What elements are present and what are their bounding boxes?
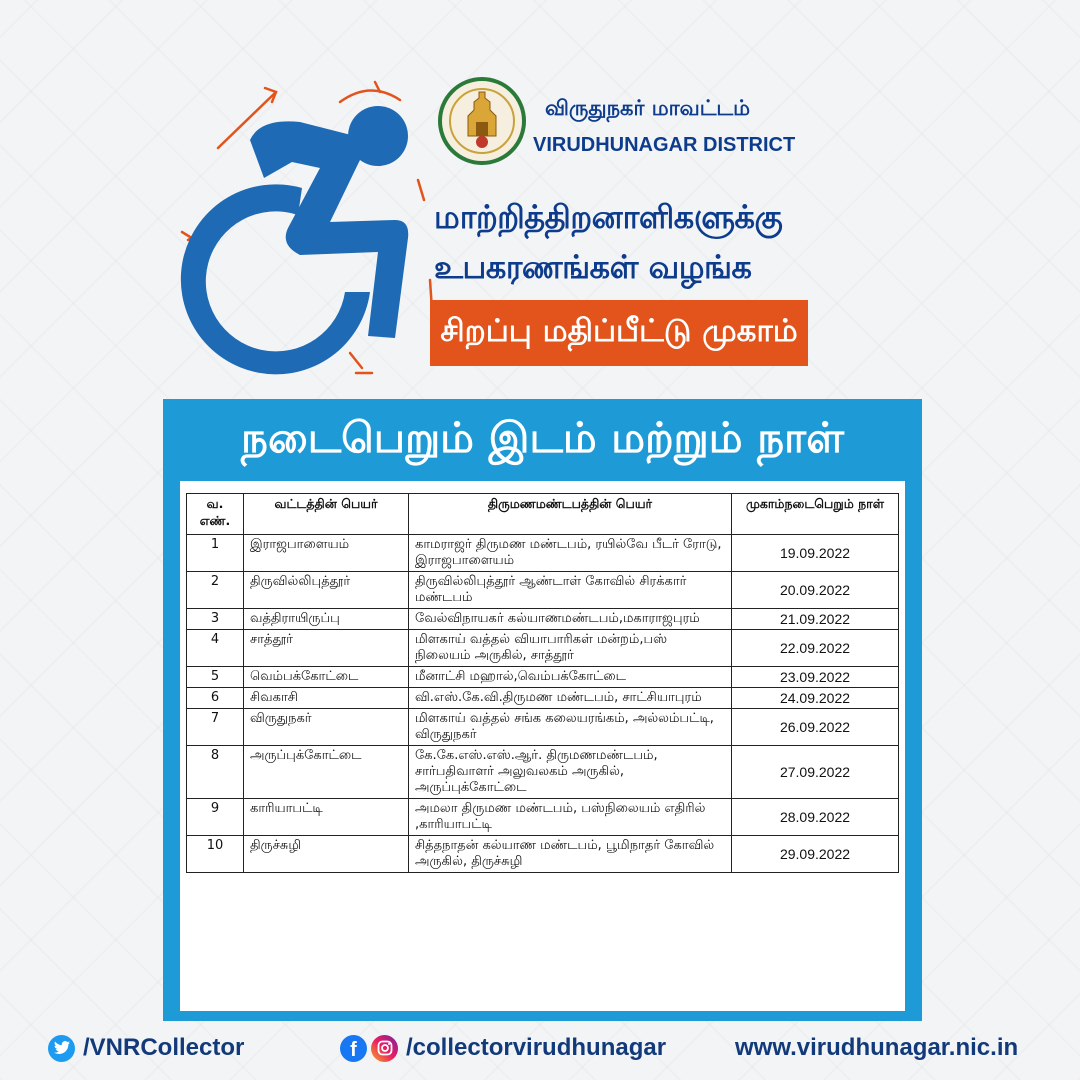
row-venue: மிளகாய் வத்தல் வியாபாரிகள் மன்றம்,பஸ் நிலையம் அருகில், சாத்தூர் <box>409 630 732 667</box>
table-row <box>187 688 899 709</box>
row-venue: திருவில்லிபுத்தூர் ஆண்டாள் கோவில் சிரக்கார் மண்டபம் <box>409 572 732 609</box>
table-row <box>187 535 899 572</box>
row-taluk: திருவில்லிபுத்தூர் <box>244 572 409 609</box>
row-sn: 3 <box>187 609 244 630</box>
website-link[interactable] <box>735 1034 1018 1062</box>
website-link-text: www.virudhunagar.nic.in <box>735 1034 1019 1061</box>
table-row <box>187 667 899 688</box>
row-sn: 10 <box>187 836 244 873</box>
row-date: 24.09.2022 <box>732 688 899 709</box>
row-date: 20.09.2022 <box>732 572 899 609</box>
row-venue: மீனாட்சி மஹால்,வெம்பக்கோட்டை <box>409 667 732 688</box>
row-venue: கே.கே.எஸ்.எஸ்.ஆர். திருமணமண்டபம், சார்பதிவாளர் அலுவலகம் அருகில், அருப்புக்கோட்டை <box>409 746 732 799</box>
schedule-panel <box>163 399 922 1021</box>
row-date: 23.09.2022 <box>732 667 899 688</box>
facebook-instagram-handle-text: /collectorvirudhunagar <box>406 1034 667 1061</box>
headline-line-2: உபகரணங்கள் வழங்க <box>434 248 752 286</box>
row-date: 29.09.2022 <box>732 836 899 873</box>
row-venue: சித்தநாதன் கல்யாண மண்டபம், பூமிநாதர் கோவில் அருகில், திருச்சுழி <box>409 836 732 873</box>
table-row <box>187 836 899 873</box>
row-venue: வேல்விநாயகர் கல்யாணமண்டபம்,மகாராஜபுரம் <box>409 609 732 630</box>
row-taluk: அருப்புக்கோட்டை <box>244 746 409 799</box>
district-name-english: VIRUDHUNAGAR DISTRICT <box>533 134 796 156</box>
row-taluk: சிவகாசி <box>244 688 409 709</box>
row-taluk: திருச்சுழி <box>244 836 409 873</box>
district-name-tamil: விருதுநகர் மாவட்டம் <box>545 96 751 120</box>
row-sn: 1 <box>187 535 244 572</box>
headline-line-1: மாற்றித்திறனாளிகளுக்கு <box>434 198 783 236</box>
row-date: 27.09.2022 <box>732 746 899 799</box>
twitter-handle-text: /VNRCollector <box>83 1034 245 1061</box>
row-taluk: விருதுநகர் <box>244 709 409 746</box>
table-row <box>187 630 899 667</box>
facebook-icon: f <box>340 1035 367 1062</box>
row-sn: 4 <box>187 630 244 667</box>
row-taluk: வெம்பக்கோட்டை <box>244 667 409 688</box>
table-row <box>187 746 899 799</box>
row-taluk: காரியாபட்டி <box>244 799 409 836</box>
row-taluk: இராஜபாளையம் <box>244 535 409 572</box>
row-sn: 5 <box>187 667 244 688</box>
table-row <box>187 799 899 836</box>
table-row <box>187 572 899 609</box>
instagram-icon <box>371 1035 398 1062</box>
panel-title: நடைபெறும் இடம் மற்றும் நாள் <box>241 412 844 462</box>
facebook-instagram-handle[interactable] <box>340 1034 666 1062</box>
table-header-row <box>187 494 899 535</box>
row-sn: 9 <box>187 799 244 836</box>
row-date: 19.09.2022 <box>732 535 899 572</box>
row-venue: மிளகாய் வத்தல் சங்க கலையரங்கம், அல்லம்பட்டி, விருதுநகர் <box>409 709 732 746</box>
twitter-icon <box>48 1035 75 1062</box>
row-taluk: சாத்தூர் <box>244 630 409 667</box>
row-sn: 8 <box>187 746 244 799</box>
row-date: 26.09.2022 <box>732 709 899 746</box>
row-venue: அமலா திருமண மண்டபம், பஸ்நிலையம் எதிரில் ,காரியாபட்டி <box>409 799 732 836</box>
header-taluk: வட்டத்தின் பெயர் <box>244 494 409 535</box>
table-row <box>187 609 899 630</box>
accessibility-wheelchair-icon <box>180 70 440 400</box>
camp-banner: சிறப்பு மதிப்பீட்டு முகாம் <box>430 300 808 366</box>
row-sn: 2 <box>187 572 244 609</box>
header-date: முகாம்நடைபெறும் நாள் <box>732 494 899 535</box>
header-venue: திருமணமண்டபத்தின் பெயர் <box>409 494 732 535</box>
row-taluk: வத்திராயிருப்பு <box>244 609 409 630</box>
twitter-handle[interactable] <box>48 1034 244 1062</box>
row-date: 28.09.2022 <box>732 799 899 836</box>
row-venue: வி.எஸ்.கே.வி.திருமண மண்டபம், சாட்சியாபுரம் <box>409 688 732 709</box>
row-sn: 7 <box>187 709 244 746</box>
row-sn: 6 <box>187 688 244 709</box>
tamil-nadu-emblem-icon <box>436 76 528 166</box>
header-sn: வ. எண். <box>187 494 244 535</box>
row-date: 21.09.2022 <box>732 609 899 630</box>
row-venue: காமராஜர் திருமண மண்டபம், ரயில்வே பீடர் ரோடு, இராஜபாளையம் <box>409 535 732 572</box>
table-row <box>187 709 899 746</box>
schedule-table <box>186 493 899 873</box>
row-date: 22.09.2022 <box>732 630 899 667</box>
schedule-table-wrap <box>180 481 905 1011</box>
